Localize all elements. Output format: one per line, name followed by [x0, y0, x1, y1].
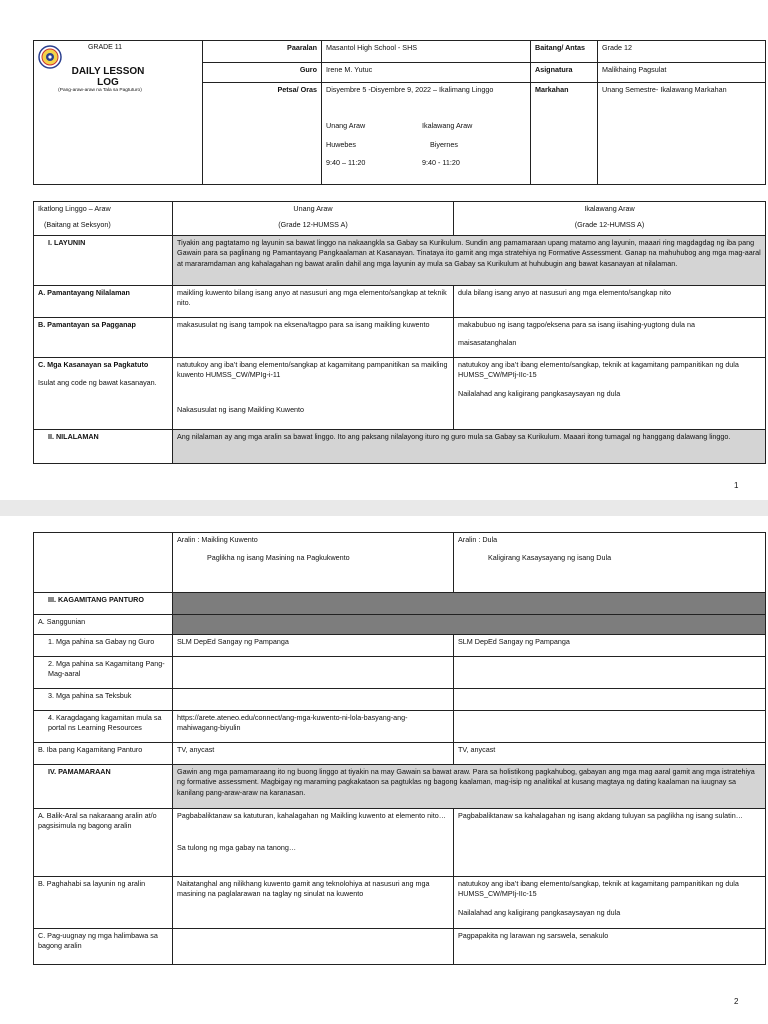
- gabay-guro-day2: SLM DepEd Sangay ng Pampanga: [454, 635, 766, 657]
- topic-day2-title: Kaligirang Kasaysayang ng isang Dula: [488, 553, 612, 563]
- page-2: [0, 516, 768, 1024]
- day1-time: 9:40 – 11:20: [326, 158, 366, 168]
- date-label: Petsa/ Oras: [203, 83, 322, 185]
- pag-uugnay-day2: Pagpapakita ng larawan ng sarswela, senakulo: [454, 929, 766, 965]
- quarter-label: Markahan: [531, 83, 598, 185]
- day1-name: Huwebes: [326, 139, 356, 149]
- day2-header: [454, 202, 766, 236]
- balik-aral-day1-a: Pagbabaliktanaw sa katuturan, kahalagahan ng Maikling kuwento at elemento nito…: [177, 811, 446, 820]
- iba-pang-kagamitan-label: B. Iba pang Kagamitang Panturo: [34, 743, 173, 765]
- date-range: Disyembre 5 -Disyembre 9, 2022 – Ikalimang Linggo: [326, 85, 494, 94]
- iba-pang-kagamitan-day2: TV, anycast: [454, 743, 766, 765]
- kagamitan-label: III. KAGAMITANG PANTURO: [34, 593, 173, 615]
- day2-header-section: (Grade 12-HUMSS A): [574, 220, 645, 230]
- page-number-2: 2: [734, 997, 739, 1006]
- balik-aral-day1-b: Sa tulong ng mga gabay na tanong…: [177, 843, 297, 853]
- pamantayang-nilalaman-day2: dula bilang isang anyo at nasusuri ang mga elemento/sangkap nito: [454, 286, 766, 318]
- day2-time: 9:40 - 11:20: [422, 158, 460, 168]
- balik-aral-label: A. Balik-Aral sa nakaraang aralin at/o pagsisimula ng bagong aralin: [34, 809, 173, 877]
- teksbuk-day2: [454, 689, 766, 711]
- subject-label: Asignatura: [531, 63, 598, 83]
- topic-day1: [173, 533, 454, 593]
- kasanayan-day1: [173, 358, 454, 430]
- paghahabi-day2-b: Nailalahad ang kaligirang pangkasaysayan ng dula: [458, 907, 621, 917]
- pamantayan-pagganap-day2-a: makabubuo ng isang tagpo/eksena para sa isang iisahing-yugtong dula na: [458, 320, 695, 329]
- pamantayan-pagganap-day2-b: maisasatanghalan: [458, 338, 517, 348]
- subject-value: Malikhaing Pagsulat: [598, 63, 766, 83]
- day1-header-title: Unang Araw: [293, 204, 333, 213]
- kasanayan-day2-b: Nailalahad ang kaligirang pangkasaysayan ng dula: [458, 388, 621, 398]
- kagamitang-mag-aaral-day1: [173, 657, 454, 689]
- page-gap: [0, 500, 768, 516]
- document-title: DAILY LESSON LOG: [71, 66, 145, 88]
- kasanayan-day2: [454, 358, 766, 430]
- gabay-guro-label: 1. Mga pahina sa Gabay ng Guro: [34, 635, 173, 657]
- kasanayan-cell: [34, 358, 173, 430]
- nilalaman-text: Ang nilalaman ay ang mga aralin sa bawat linggo. Ito ang paksang nilalayong ituro ng guro mula sa Gabay sa Kurikulum. Maaari itong tumagal ng hanggang dalawang linggo.: [173, 430, 766, 464]
- kasanayan-day1-a: natutukoy ang iba’t ibang elemento/sangkap at kagamitang pampanitikan sa maikling kuwento HUMSS_CW/MPIg-i-11: [177, 360, 448, 380]
- aralin-day2: Aralin : Dula: [458, 535, 498, 544]
- quarter-value: Unang Semestre- Ikalawang Markahan: [598, 83, 766, 185]
- header-table: [33, 40, 766, 185]
- day2-name: Biyernes: [430, 139, 458, 149]
- paghahabi-label: B. Paghahabi sa layunin ng aralin: [34, 877, 173, 929]
- sanggunian-label: A. Sanggunian: [34, 615, 173, 635]
- week-cell: [34, 202, 173, 236]
- pamantayan-pagganap-label: B. Pamantayan sa Pagganap: [34, 318, 173, 358]
- day1-header: [173, 202, 454, 236]
- iba-pang-kagamitan-day1: TV, anycast: [173, 743, 454, 765]
- paghahabi-day2-a: natutukoy ang iba’t ibang elemento/sangkap, teknik at kagamitang pampanitikan ng dula HUMSS_CW/MPIj-IIc-15: [458, 879, 739, 899]
- topic-day1-title: Paglikha ng isang Masining na Pagkukwento: [207, 553, 350, 563]
- day2-header-title: Ikalawang Araw: [584, 204, 635, 213]
- paghahabi-day2: [454, 877, 766, 929]
- pamantayang-nilalaman-label: A. Pamantayang Nilalaman: [34, 286, 173, 318]
- pamantayan-pagganap-day1: makasusulat ng isang tampok na eksena/tagpo para sa isang maikling kuwento: [173, 318, 454, 358]
- balik-aral-day2: Pagbabaliktanaw sa kahalagahan ng isang akdang tuluyan sa paglikha ng isang sulatin…: [454, 809, 766, 877]
- aralin-day1: Aralin : Maikling Kuwento: [177, 535, 258, 544]
- pamamaraan-label: IV. PAMAMARAAN: [34, 765, 173, 809]
- level-value: Grade 12: [598, 41, 766, 63]
- teksbuk-day1: [173, 689, 454, 711]
- pamamaraan-text: Gawin ang mga pamamaraang ito ng buong linggo at tiyakin na may Gawain sa bawat araw. Para sa holistikong pagkahubog, gabayan ang mga mag aaral gamit ang mga istratehiya ng formative assessment. Magbigay ng maraming pagkakataon sa pagtuklas ng bagong kaalaman, mag-isip ng analitikal at kusang magtaya ng dating kaalaman na iuugnay sa kanilang pang-araw-araw na karanasan.: [173, 765, 766, 809]
- kasanayan-sub: Isulat ang code ng bawat kasanayan.: [38, 378, 157, 388]
- kasanayan-day1-b: Nakasusulat ng isang Maikling Kuwento: [177, 404, 305, 414]
- learning-resources-link[interactable]: https://arete.ateneo.edu/connect/ang-mga-kuwento-ni-lola-basyang-ang-mahiwagang-biyulin: [173, 711, 454, 743]
- day1-header-section: (Grade 12-HUMSS A): [278, 220, 348, 230]
- school-label: Paaralan: [203, 41, 322, 63]
- balik-aral-day1: [173, 809, 454, 877]
- school-value: Masantol High School - SHS: [322, 41, 531, 63]
- page-number-1: 1: [734, 481, 739, 490]
- document-subtitle: (Pang-araw-araw na Tala sa Pagtuturo): [58, 88, 142, 93]
- pamantayan-pagganap-day2: [454, 318, 766, 358]
- date-cell: [322, 83, 531, 185]
- page-1: [0, 0, 768, 500]
- learning-resources-label: 4. Karagdagang kagamitan mula sa portal ns Learning Resources: [34, 711, 173, 743]
- kasanayan-day2-a: natutukoy ang iba’t ibang elemento/sangkap, teknik at kagamitang pampanitikan ng dula HUMSS_CW/MPIj-IIc-15: [458, 360, 739, 380]
- section-label: (Baitang at Seksyon): [44, 220, 111, 230]
- level-label: Baitang/ Antas: [531, 41, 598, 63]
- pamantayang-nilalaman-day1: maikling kuwento bilang isang anyo at nasusuri ang mga elemento/sangkap at teknik nito.: [173, 286, 454, 318]
- topic-row-label: [34, 533, 173, 593]
- kagamitang-mag-aaral-label: 2. Mga pahina sa Kagamitang Pang-Mag-aaral: [34, 657, 173, 689]
- kagamitan-shade: [173, 593, 766, 615]
- pag-uugnay-label: C. Pag-uugnay ng mga halimbawa sa bagong aralin: [34, 929, 173, 965]
- teacher-value: Irene M. Yutuc: [322, 63, 531, 83]
- layunin-label: I. LAYUNIN: [34, 236, 173, 286]
- kagamitang-mag-aaral-day2: [454, 657, 766, 689]
- paghahabi-day1: Naitatanghal ang nilikhang kuwento gamit ang teknolohiya at nasusuri ang mga masining na paglalarawan na taglay ng sinulat na kuwento: [173, 877, 454, 929]
- day1-label: Unang Araw: [326, 121, 366, 131]
- pag-uugnay-day1: [173, 929, 454, 965]
- objectives-table: [33, 201, 766, 464]
- topic-day2: [454, 533, 766, 593]
- header-logo-cell: [34, 41, 203, 185]
- day2-label: Ikalawang Araw: [422, 121, 473, 131]
- kasanayan-label: C. Mga Kasanayan sa Pagkatuto: [38, 360, 149, 369]
- grade-label: GRADE 11: [87, 44, 123, 51]
- materials-procedure-table: [33, 532, 766, 965]
- week-label: Ikatlong Linggo – Araw: [38, 204, 111, 213]
- gabay-guro-day1: SLM DepEd Sangay ng Pampanga: [173, 635, 454, 657]
- sanggunian-shade: [173, 615, 766, 635]
- teksbuk-label: 3. Mga pahina sa Teksbuk: [34, 689, 173, 711]
- nilalaman-label: II. NILALAMAN: [34, 430, 173, 464]
- layunin-text: Tiyakin ang pagtatamo ng layunin sa bawat linggo na nakaangkla sa Gabay sa Kurikulum. Sundin ang pamamaraan upang matamo ang layunin, maaari ring magdagdag ng iba pang Gawain para sa paglinang ng Pamantayang Pangkaalaman at Kasanayan. Tinataya ito gamit ang mga stratehiya ng Formative Assessment. Ganap na mahuhubog ang mga mag-aaral at mararamdaman ang kahalagahan ng bawat aralin dahil ang mga layunin ay mula sa Gabay sa Kurikulum at huhubugin ang bawat kasanayan at nilalaman.: [173, 236, 766, 286]
- learning-resources-day2: [454, 711, 766, 743]
- teacher-label: Guro: [203, 63, 322, 83]
